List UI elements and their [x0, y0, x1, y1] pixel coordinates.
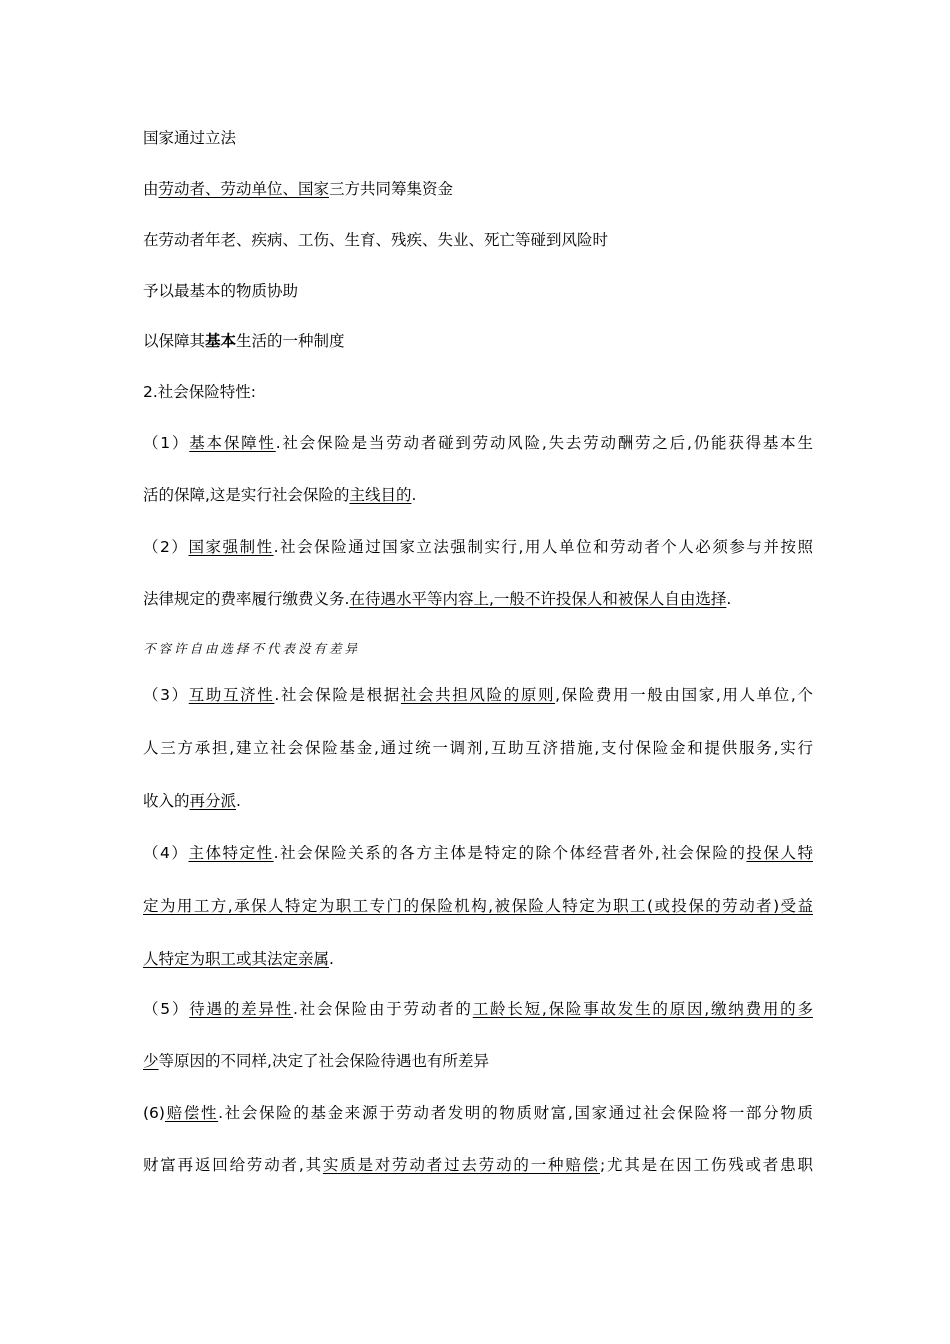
- text-line-19: [143, 1050, 813, 1072]
- text-line-12: [143, 684, 813, 706]
- text-line-16: [143, 895, 813, 917]
- underlined-text: 实质是对劳动者过去劳动的一种赔偿: [322, 1156, 600, 1174]
- line-text: ,保险费用一般由国家,用人单位,个: [555, 686, 813, 704]
- underlined-text: 人特定为职工或其法定亲属: [143, 950, 330, 968]
- underlined-text: 国家强制性: [188, 538, 274, 556]
- underlined-text: 定为用工方,承保人特定为职工专门的保险机构,被保险人特定为职工(或投保的劳动者)受益: [143, 897, 813, 915]
- text-line-5: [143, 330, 813, 352]
- line-text: 三方共同筹集资金: [329, 180, 454, 198]
- underlined-text: 工龄长短,保险事故发生的原因,缴纳费用的多: [472, 1000, 813, 1018]
- line-text: 国家通过立法: [143, 129, 237, 147]
- underlined-text: 待遇的差异性: [189, 1000, 294, 1018]
- item-number: （5）: [143, 1000, 190, 1018]
- text-line-4: [143, 280, 813, 302]
- line-text: ;尤其是在因工伤残或者患职: [599, 1156, 813, 1174]
- underlined-text: 劳动者、劳动单位、国家: [158, 180, 330, 198]
- line-text: 收入的: [143, 792, 190, 810]
- text-line-10: [143, 588, 813, 610]
- underlined-text: 投保人特: [746, 844, 813, 862]
- bold-text: 基本: [205, 332, 237, 350]
- item-number: （3）: [143, 686, 189, 704]
- line-text: .社会保险通过国家立法强制实行,用人单位和劳动者个人必须参与并按照: [273, 538, 813, 556]
- line-text: 生活的一种制度: [236, 332, 345, 350]
- line-text: 等原因的不同样,决定了社会保险待遇也有所差异: [158, 1052, 489, 1070]
- underlined-text: 基本保障性: [189, 434, 276, 452]
- underlined-text: 赔偿性: [164, 1104, 219, 1122]
- text-line-13: [143, 737, 813, 759]
- item-number: (6): [143, 1104, 165, 1122]
- underlined-text: 主线目的: [349, 486, 412, 504]
- line-text: 予以最基本的物质协助: [143, 282, 299, 300]
- underlined-text: 在待遇水平等内容上,一般不许投保人和被保人自由选择: [349, 590, 727, 608]
- line-text: .: [329, 950, 334, 968]
- underlined-text: 主体特定性: [188, 844, 274, 862]
- line-text: 法律规定的费率履行缴费义务.: [143, 590, 350, 608]
- line-text: 活的保障,这是实行社会保险的: [143, 486, 350, 504]
- line-text: 人三方承担,建立社会保险基金,通过统一调剂,互助互济措施,支付保险金和提供服务,实行: [143, 739, 813, 757]
- text-line-7: [143, 432, 813, 454]
- line-text: .社会保险是当劳动者碰到劳动风险,失去劳动酬劳之后,仍能获得基本生: [275, 434, 813, 452]
- line-text: .社会保险由于劳动者的: [293, 1000, 473, 1018]
- text-line-3: [143, 229, 813, 251]
- line-text: 财富再返回给劳动者,其: [143, 1156, 323, 1174]
- item-number: （1）: [143, 434, 190, 452]
- text-line-17: [143, 948, 813, 970]
- text-line-21: [143, 1154, 813, 1176]
- line-text: 以保障其: [143, 332, 206, 350]
- section-heading: [143, 381, 813, 403]
- note-text: 不容许自由选择不代表没有差异: [143, 641, 361, 656]
- line-text: .: [411, 486, 417, 504]
- underlined-text: 社会共担风险的原则: [400, 686, 556, 704]
- handwritten-note: [143, 638, 813, 660]
- item-number: （2）: [143, 538, 189, 556]
- line-text: .: [726, 590, 732, 608]
- line-text: .社会保险关系的各方主体是特定的除个体经营者外,社会保险的: [273, 844, 747, 862]
- text-line-8: [143, 484, 813, 506]
- item-number: （4）: [143, 844, 189, 862]
- text-line-18: [143, 998, 813, 1020]
- text-line-15: [143, 842, 813, 864]
- line-text: .社会保险是根据: [274, 686, 401, 704]
- text-line-2: [143, 178, 813, 200]
- line-text: .: [236, 792, 241, 810]
- line-text: 由: [143, 180, 159, 198]
- text-line-9: [143, 536, 813, 558]
- text-line-1: [143, 127, 813, 149]
- line-text: 2.社会保险特性:: [143, 383, 257, 401]
- line-text: 在劳动者年老、疾病、工伤、生育、残疾、失业、死亡等碰到风险时: [143, 231, 609, 249]
- text-line-20: [143, 1102, 813, 1124]
- underlined-text: 再分派: [189, 792, 237, 810]
- underlined-text: 互助互济性: [188, 686, 275, 704]
- line-text: .社会保险的基金来源于劳动者发明的物质财富,国家通过社会保险将一部分物质: [218, 1104, 813, 1122]
- underlined-text: 少: [143, 1052, 159, 1070]
- text-line-14: [143, 790, 813, 812]
